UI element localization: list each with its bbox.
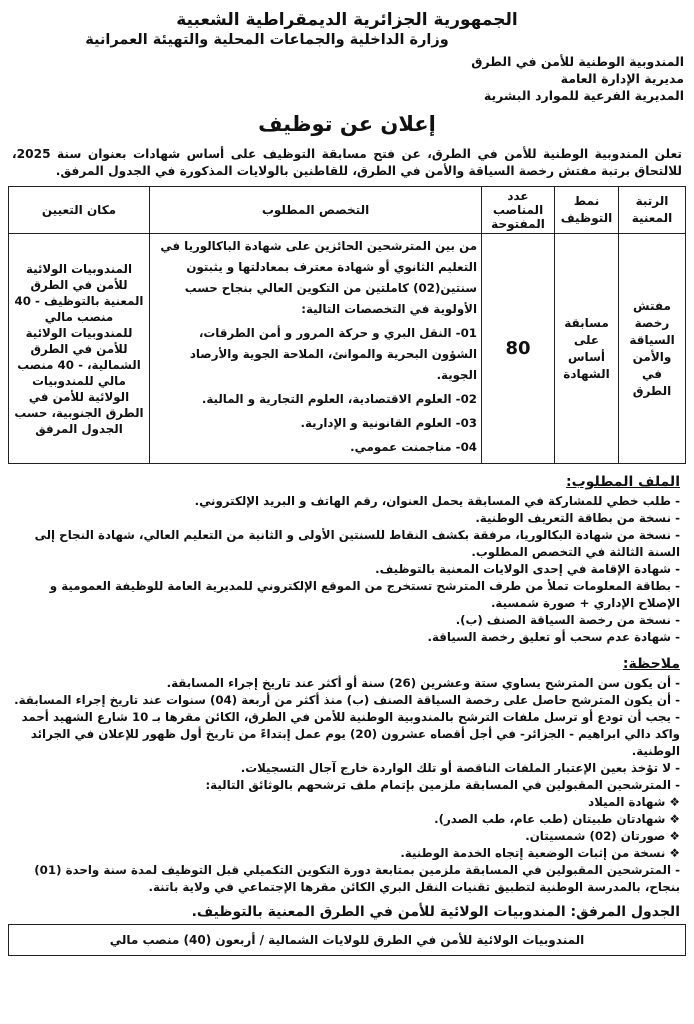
delegation-name: المندوبية الوطنية للأمن في الطرق: [471, 54, 684, 69]
annex-table: [8, 924, 686, 956]
header-place: مكان التعيين: [9, 187, 150, 234]
list-item: - نسخة من شهادة البكالوريا، مرفقة بكشف النقاط للسنتين الأولى و الثانية من التعليم العالي، شهادة النجاح إلى السنة الثالثة في التخصص المطلوب.: [34, 528, 680, 559]
specialty-item: 01- النقل البري و حركة المرور و أمن الطرقات، الشؤون البحرية والموانئ، الملاحة الجوية والأرصاد الجوية.: [189, 326, 477, 382]
cell-posts: 80: [482, 234, 555, 464]
annex-title: الجدول المرفق: المندوبيات الولائية للأمن في الطرق المعنية بالتوظيف.: [191, 904, 680, 920]
required-file-title: الملف المطلوب:: [566, 474, 680, 490]
notes-list: [14, 675, 680, 896]
republic-title: الجمهورية الجزائرية الديمقراطية الشعبية: [176, 10, 518, 30]
announcement-intro: تعلن المندوبية الوطنية للأمن في الطرق، عن فتح مسابقة التوظيف على أساس شهادات بعنوان سنة 2025، للالتحاق برتبة مفتش رخصة السياقة والأمن في الطرق، للقاطنين بالولايات المذكورة في الجدول المرفق.: [12, 147, 682, 178]
specialty-item: 02- العلوم الاقتصادية، العلوم التجارية و المالية.: [201, 392, 477, 406]
annex-table-row: [9, 925, 686, 956]
list-item: ❖ صورتان (02) شمسيتان.: [525, 829, 680, 843]
header-mode: نمط التوظيف: [555, 187, 619, 234]
announcement-title: إعلان عن توظيف: [258, 112, 436, 136]
cell-specialty: [150, 234, 482, 464]
specialty-item: 04- مناجمنت عمومي.: [350, 440, 477, 454]
list-item: - المترشحين المقبولين في المسابقة ملزمين بإتمام ملف ترشحهم بالوثائق التالية:: [205, 778, 680, 792]
positions-table: [8, 186, 686, 464]
list-item: - نسخة من رخصة السياقة الصنف (ب).: [455, 613, 680, 627]
list-item: - طلب خطي للمشاركة في المسابقة يحمل العنوان، رقم الهاتف و البريد الإلكتروني.: [194, 494, 680, 508]
specialty-list: [154, 323, 477, 458]
list-item: - شهادة عدم سحب أو تعليق رخصة السياقة.: [427, 630, 680, 644]
notes-title: ملاحظة:: [622, 656, 680, 672]
list-item: - المترشحين المقبولين في المسابقة ملزمين بمتابعة دورة التكوين التكميلي قبل التوظيف لمدة سنة واحدة (01) بنجاح، بالمدرسة الوطنية لتطبيق تقنيات النقل البري الكائن مقرها الإجتماعي في ولاية باتنة.: [34, 863, 680, 894]
list-item: - نسخة من بطاقة التعريف الوطنية.: [475, 511, 680, 525]
list-item: ❖ شهادتان طبيتان (طب عام، طب الصدر).: [434, 812, 680, 826]
list-item: - لا تؤخذ بعين الإعتبار الملفات الناقصة أو تلك الواردة خارج آجال التسجيلات.: [240, 761, 680, 775]
specialty-item: 03- العلوم القانونية و الإدارية.: [300, 416, 477, 430]
specialty-intro: من بين المترشحين الحائزين على شهادة الباكالوريا في التعليم الثانوي أو شهادة معترف بمعادلتها و يثبتون سنتين(02) كاملتين من التكوين العالي بنجاح حسب الأولوية في التخصصات التالية:: [160, 239, 477, 316]
list-item: - يجب أن تودع أو ترسل ملفات الترشح بالمندوبية الوطنية للأمن في الطرق، الكائن مقرها بـ 10 شارع الشهيد أحمد واكد دالي ابراهيم - الجزائر- في أجل أقصاه عشرون (20) يوم عمل إبتداءً من تاريخ أول ظهور للإعلان في الجرائد الوطنية.: [21, 710, 680, 758]
header-specialty: التخصص المطلوب: [150, 187, 482, 234]
list-item: ❖ نسخة من إثبات الوضعية إتجاه الخدمة الوطنية.: [400, 846, 680, 860]
list-item: ❖ شهادة الميلاد: [588, 795, 680, 809]
directorate-name: مديرية الإدارة العامة: [560, 71, 684, 86]
positions-table-row: [9, 234, 686, 464]
list-item: - شهادة الإقامة في إحدى الولايات المعنية بالتوظيف.: [375, 562, 680, 576]
cell-mode: مسابقة على أساس الشهادة: [555, 234, 619, 464]
ministry-title: وزارة الداخلية والجماعات المحلية والتهيئة العمرانية: [85, 32, 449, 48]
positions-table-header: [9, 187, 686, 234]
header-posts: عدد المناصب المفتوحة: [482, 187, 555, 234]
annex-cell: المندوبيات الولائية للأمن في الطرق للولايات الشمالية / أربعون (40) منصب مالي: [9, 925, 686, 956]
subdirectorate-name: المديرية الفرعية للموارد البشرية: [483, 88, 684, 103]
cell-place: المندوبيات الولائية للأمن في الطرق المعنية بالتوظيف - 40 منصب مالي للمندوبيات الولائية للأمن في الطرق الشمالية، - 40 منصب مالي للمندوبيات الولائية للأمن في الطرق الجنوبية، حسب الجدول المرفق: [9, 234, 150, 464]
list-item: - أن يكون سن المترشح يساوي ستة وعشرين (26) سنة أو أكثر عند تاريخ إجراء المسابقة.: [166, 676, 680, 690]
issuer-block: [8, 53, 684, 104]
list-item: - أن يكون المترشح حاصل على رخصة السياقة الصنف (ب) منذ أكثر من أربعة (04) سنوات عند تاريخ إجراء المسابقة.: [14, 693, 680, 707]
list-item: - بطاقة المعلومات تملأ من طرف المترشح تستخرج من الموقع الإلكتروني للمديرية العامة للوظيفة العمومية و الإصلاح الإداري + صورة شمسية.: [49, 579, 680, 610]
cell-rank: مفتش رخصة السياقة والأمن في الطرق: [619, 234, 686, 464]
header-rank: الرتبة المعنية: [619, 187, 686, 234]
required-file-list: [14, 493, 680, 646]
